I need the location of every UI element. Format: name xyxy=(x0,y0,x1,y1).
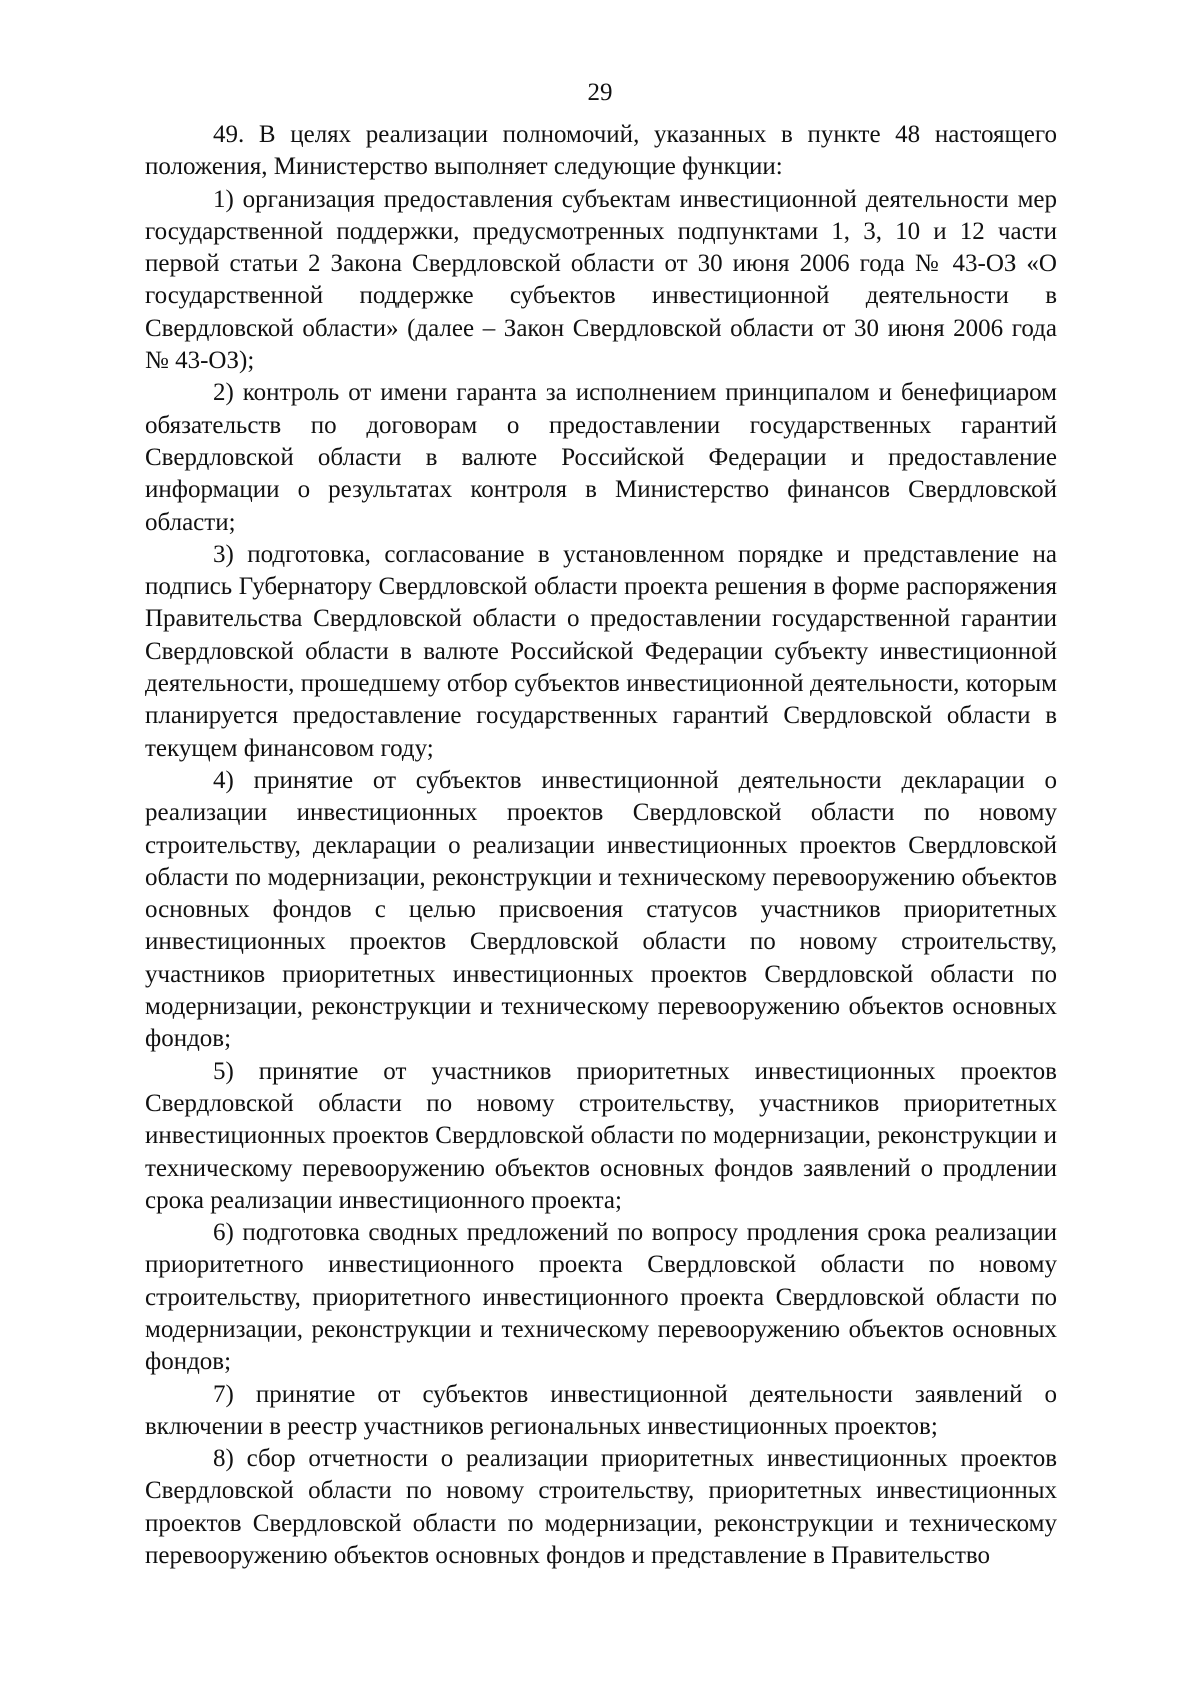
paragraph-49: 49. В целях реализации полномочий, указанных в пункте 48 настоящего положения, Министерство выполняет следующие функции: xyxy=(145,121,1057,181)
paragraph-item-2: 2) контроль от имени гаранта за исполнением принципалом и бенефициаром обязательств по договорам о предоставлении государственных гарантий Свердловской области в валюте Российской Федерации и предоставление информации о результатах контроля в Министерство финансов Свердловской области; xyxy=(145,379,1057,536)
paragraph-item-6: 6) подготовка сводных предложений по вопросу продления срока реализации приоритетного инвестиционного проекта Свердловской области по новому строительству, приоритетного инвестиционного проекта Свердловской области по модернизации, реконструкции и техническому перевооружению объектов основных фондов; xyxy=(145,1219,1057,1376)
paragraph-item-4: 4) принятие от субъектов инвестиционной деятельности декларации о реализации инвестиционных проектов Свердловской области по новому строительству, декларации о реализации инвестиционных проектов Свердловской области по модернизации, реконструкции и техническому перевооружению объектов основных фондов с целью присвоения статусов участников приоритетных инвестиционных проектов Свердловской области по новому строительству, участников приоритетных инвестиционных проектов Свердловской области по модернизации, реконструкции и техническому перевооружению объектов основных фондов; xyxy=(145,766,1057,1053)
paragraph-item-5: 5) принятие от участников приоритетных инвестиционных проектов Свердловской области по новому строительству, участников приоритетных инвестиционных проектов Свердловской области по модернизации, реконструкции и техническому перевооружению объектов основных фондов заявлений о продлении срока реализации инвестиционного проекта; xyxy=(145,1057,1057,1214)
paragraph-item-7: 7) принятие от субъектов инвестиционной деятельности заявлений о включении в реестр участников региональных инвестиционных проектов; xyxy=(145,1380,1057,1440)
paragraph-item-3: 3) подготовка, согласование в установленном порядке и представление на подпись Губернатору Свердловской области проекта решения в форме распоряжения Правительства Свердловской области о предоставлении государственной гарантии Свердловской области в валюте Российской Федерации субъекту инвестиционной деятельности, прошедшему отбор субъектов инвестиционной деятельности, которым планируется предоставление государственных гарантий Свердловской области в текущем финансовом году; xyxy=(145,540,1057,762)
document-body xyxy=(145,119,1057,1572)
paragraph-item-8: 8) сбор отчетности о реализации приоритетных инвестиционных проектов Свердловской области по новому строительству, приоритетных инвестиционных проектов Свердловской области по модернизации, реконструкции и техническому перевооружению объектов основных фондов и представление в Правительство xyxy=(145,1445,1057,1570)
page-number: 29 xyxy=(587,79,613,106)
paragraph-item-1: 1) организация предоставления субъектам инвестиционной деятельности мер государственной поддержки, предусмотренных подпунктами 1, 3, 10 и 12 части первой статьи 2 Закона Свердловской области от 30 июня 2006 года № 43-ОЗ «О государственной поддержке субъектов инвестиционной деятельности в Свердловской области» (далее – Закон Свердловской области от 30 июня 2006 года № 43-ОЗ); xyxy=(145,185,1057,375)
